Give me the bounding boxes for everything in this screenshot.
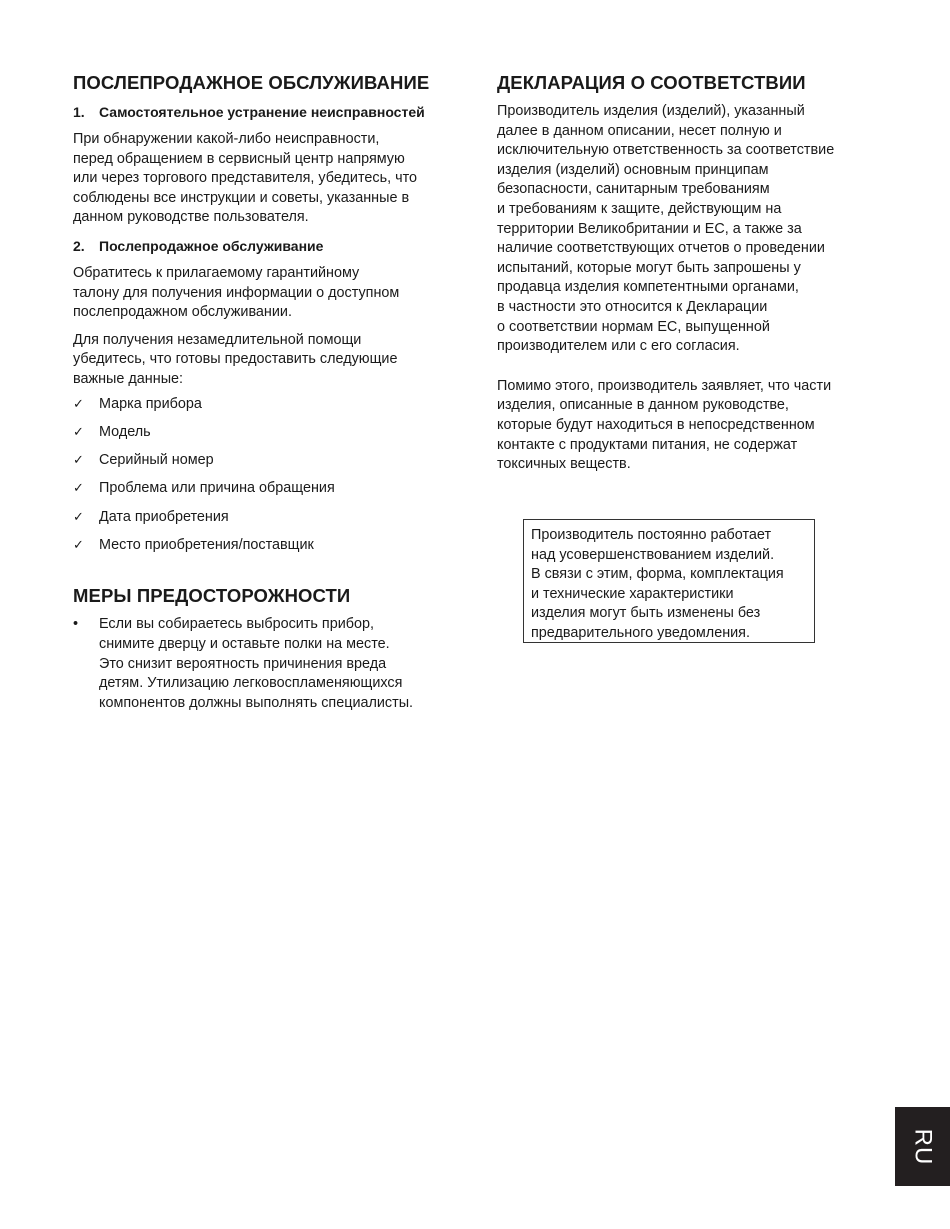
text-line: которые будут находиться в непосредственном <box>497 416 815 433</box>
checkmark-icon: ✓ <box>73 508 84 524</box>
declaration-paragraph-1 <box>497 102 877 357</box>
subsection-1-number: 1. <box>73 104 85 120</box>
text-line: Производитель постоянно работает <box>531 527 772 543</box>
precautions-heading: МЕРЫ ПРЕДОСТОРОЖНОСТИ <box>73 585 351 607</box>
text-line: снимите дверцу и оставьте полки на месте. <box>99 635 390 652</box>
text-line: данном руководстве пользователя. <box>73 209 309 226</box>
text-line: безопасности, санитарным требованиям <box>497 181 770 198</box>
subsection-1-label: Самостоятельное устранение неисправностей <box>99 104 425 120</box>
text-line: послепродажном обслуживании. <box>73 304 292 321</box>
text-line: территории Великобритании и ЕС, а также за <box>497 220 802 237</box>
text-line: исключительную ответственность за соответствие <box>497 142 835 159</box>
text-line: компонентов должны выполнять специалисты. <box>99 694 414 711</box>
checklist-label: Модель <box>99 423 151 440</box>
declaration-paragraph-2 <box>497 377 877 475</box>
list-item <box>73 422 463 450</box>
precaution-item <box>73 615 463 713</box>
checkmark-icon: ✓ <box>73 480 84 496</box>
help-paragraph <box>73 331 463 390</box>
left-column <box>73 72 463 713</box>
warranty-paragraph <box>73 264 463 323</box>
text-line: токсичных веществ. <box>497 456 631 473</box>
product-change-notice <box>523 519 815 643</box>
list-item <box>73 507 463 535</box>
list-item <box>73 478 463 506</box>
text-line: детям. Утилизацию легковоспламеняющихся <box>99 675 403 692</box>
text-line: продавца изделия компетентными органами, <box>497 279 799 296</box>
subsection-2-label: Послепродажное обслуживание <box>99 237 324 254</box>
subsection-1-title <box>73 102 463 122</box>
checklist-label: Марка прибора <box>99 395 202 412</box>
troubleshooting-paragraph <box>73 130 463 228</box>
text-line: и технические характеристики <box>531 585 734 602</box>
text-line: испытаний, которые могут быть запрошены у <box>497 259 801 276</box>
after-sales-heading: ПОСЛЕПРОДАЖНОЕ ОБСЛУЖИВАНИЕ <box>73 72 430 93</box>
subsection-2-title <box>73 236 463 256</box>
text-line: далее в данном описании, несет полную и <box>497 122 782 139</box>
language-code: RU <box>909 1128 937 1165</box>
list-item <box>73 394 463 422</box>
text-line: Для получения незамедлительной помощи <box>73 331 362 348</box>
text-line: Это снизит вероятность причинения вреда <box>99 655 387 672</box>
text-line: в частности это относится к Декларации <box>497 298 768 315</box>
checkmark-icon: ✓ <box>73 395 84 411</box>
declaration-heading: ДЕКЛАРАЦИЯ О СООТВЕТСТВИИ <box>497 72 806 93</box>
language-tab <box>895 1107 950 1186</box>
text-line: перед обращением в сервисный центр напрямую <box>73 150 405 167</box>
checklist-label: Серийный номер <box>99 452 214 469</box>
text-line: В связи с этим, форма, комплектация <box>531 566 784 583</box>
text-line: Обратитесь к прилагаемому гарантийному <box>73 264 360 281</box>
checklist-label: Место приобретения/поставщик <box>99 537 314 554</box>
text-line: Производитель изделия (изделий), указанный <box>497 103 805 119</box>
checklist-label: Дата приобретения <box>99 508 229 525</box>
text-line: Если вы собираетесь выбросить прибор, <box>99 616 374 633</box>
list-item <box>73 450 463 478</box>
text-line: контакте с продуктами питания, не содержат <box>497 436 798 453</box>
text-line: изделия (изделий) основным принципам <box>497 161 769 178</box>
list-item <box>73 535 463 563</box>
text-line: производителем или с его согласия. <box>497 338 740 355</box>
checklist-label: Проблема или причина обращения <box>99 480 335 497</box>
text-line: убедитесь, что готовы предоставить следующие <box>73 351 398 368</box>
text-line: талону для получения информации о доступном <box>73 284 400 301</box>
text-line: важные данные: <box>73 370 184 387</box>
checkmark-icon: ✓ <box>73 452 84 468</box>
text-line: Помимо этого, производитель заявляет, что части <box>497 377 832 394</box>
bullet-icon: • <box>73 616 79 633</box>
text-line: или через торгового представителя, убедитесь, что <box>73 170 417 187</box>
right-column <box>497 72 877 483</box>
text-line: изделия, описанные в данном руководстве, <box>497 397 789 414</box>
checkmark-icon: ✓ <box>73 423 84 439</box>
subsection-2-number: 2. <box>73 237 85 254</box>
text-line: о соответствии нормам ЕС, выпущенной <box>497 318 770 335</box>
text-line: При обнаружении какой-либо неисправности, <box>73 131 380 147</box>
text-line: над усовершенствованием изделий. <box>531 546 775 563</box>
text-line: наличие соответствующих отчетов о проведении <box>497 240 825 257</box>
checkmark-icon: ✓ <box>73 537 84 553</box>
text-line: изделия могут быть изменены без <box>531 605 761 622</box>
text-line: соблюдены все инструкции и советы, указанные в <box>73 189 410 206</box>
required-data-checklist <box>73 394 463 564</box>
text-line: предварительного уведомления. <box>531 624 750 641</box>
text-line: и требованиям к защите, действующим на <box>497 200 782 217</box>
precaution-text <box>99 615 413 713</box>
